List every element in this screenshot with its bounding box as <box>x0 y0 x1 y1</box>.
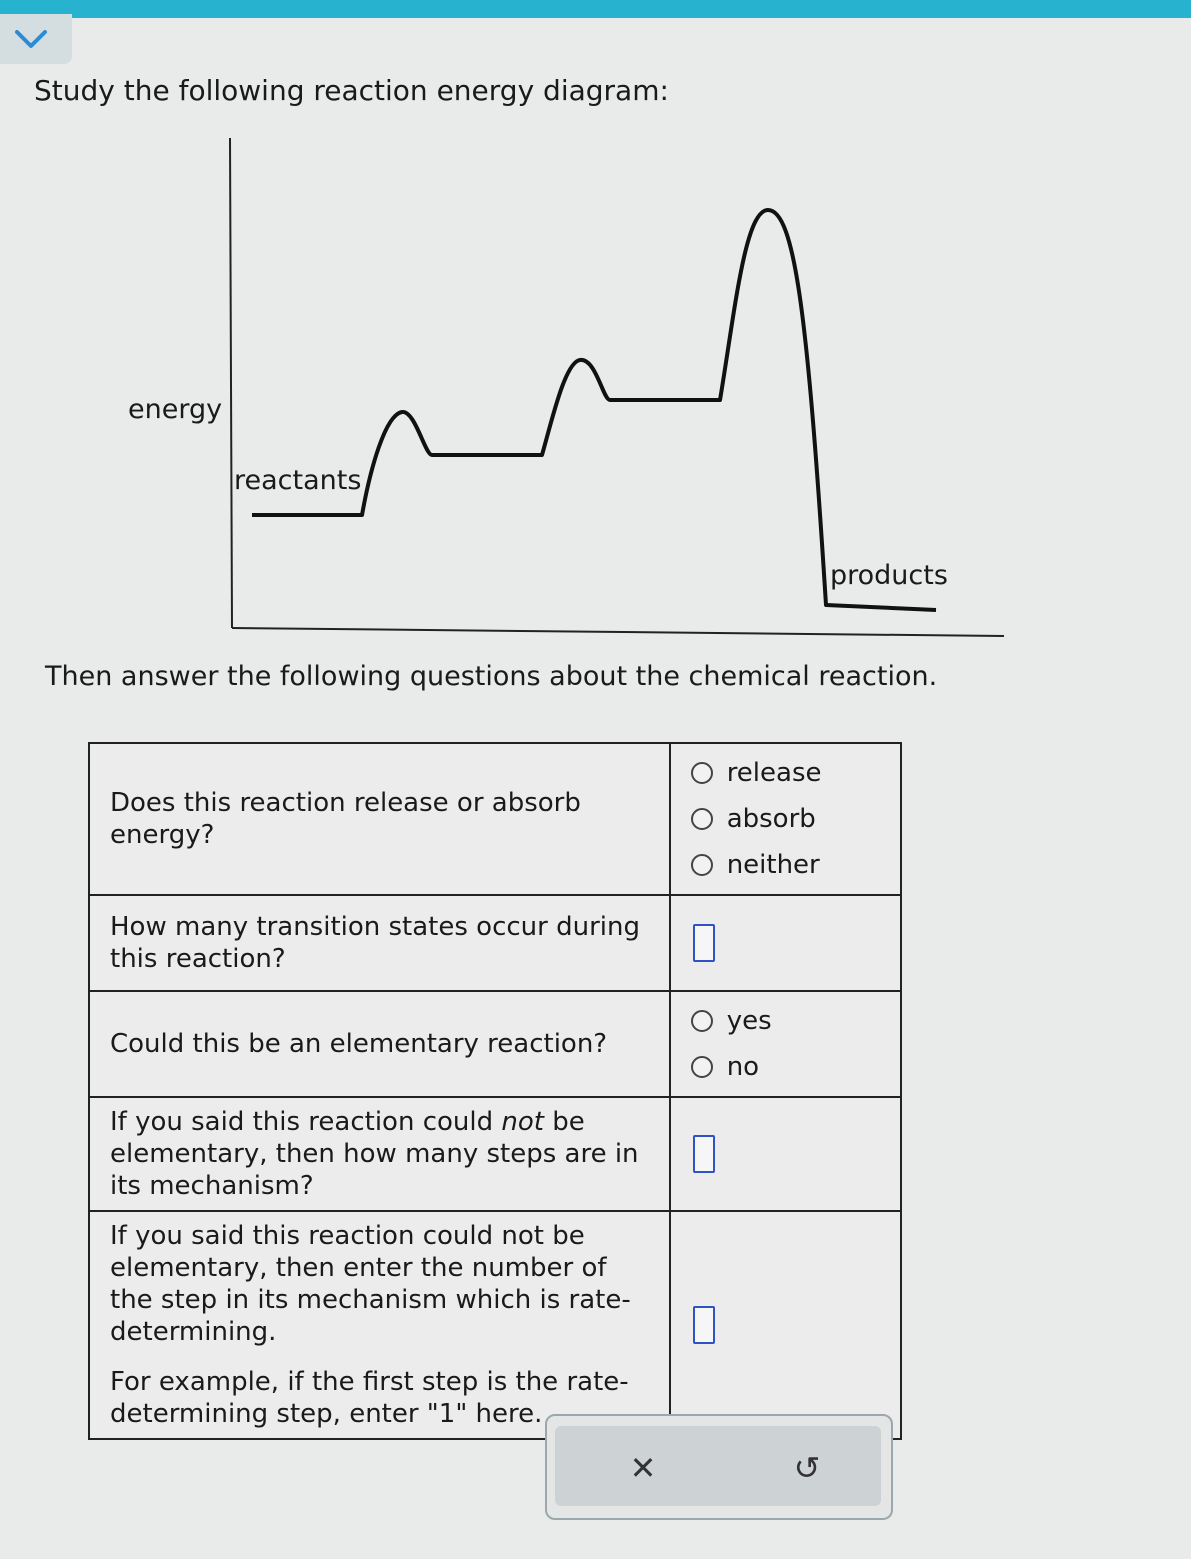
products-label: products <box>830 560 948 591</box>
question-row <box>89 743 901 895</box>
page-title: Study the following reaction energy diagram: <box>34 74 669 107</box>
question-text <box>89 1211 670 1439</box>
x-axis <box>232 628 1004 636</box>
question-text-part: If you said this reaction could <box>110 1107 502 1137</box>
option-label: no <box>726 1052 760 1082</box>
question-text: How many transition states occur during this reaction? <box>89 895 670 991</box>
action-bar-inner <box>555 1426 881 1506</box>
collapse-toggle[interactable] <box>0 14 72 64</box>
question-row <box>89 1097 901 1211</box>
option-label: yes <box>726 1006 772 1036</box>
rate-determining-step-input[interactable] <box>693 1306 715 1344</box>
transition-states-input[interactable] <box>693 924 715 962</box>
undo-button[interactable]: ↺ <box>783 1444 831 1492</box>
question-row <box>89 1211 901 1439</box>
option-release[interactable] <box>691 750 880 796</box>
answer-cell <box>670 1097 901 1211</box>
questions-table <box>88 742 902 1440</box>
option-label: release <box>726 758 822 788</box>
option-absorb[interactable] <box>691 796 880 842</box>
elementary-options <box>670 991 901 1097</box>
clear-button[interactable]: ✕ <box>619 1444 667 1492</box>
question-text-part: be elementary, then how many steps are in its mechanism? <box>110 1107 639 1201</box>
answer-cell <box>670 895 901 991</box>
question-example: For example, if the first step is the rate-determining step, enter "1" here. <box>110 1367 629 1429</box>
radio-button[interactable] <box>691 1010 713 1032</box>
instructions-text: Then answer the following questions about the chemical reaction. <box>45 661 938 692</box>
question-text: Does this reaction release or absorb energy? <box>89 743 670 895</box>
question-row <box>89 991 901 1097</box>
energy-diagram <box>0 120 1191 640</box>
radio-button[interactable] <box>691 854 713 876</box>
answer-cell <box>670 1211 901 1439</box>
energy-options <box>670 743 901 895</box>
radio-button[interactable] <box>691 808 713 830</box>
question-text: Could this be an elementary reaction? <box>89 991 670 1097</box>
option-yes[interactable] <box>691 998 880 1044</box>
y-axis <box>230 138 232 628</box>
option-neither[interactable] <box>691 842 880 888</box>
reactants-label: reactants <box>234 465 362 496</box>
top-bar <box>0 0 1191 18</box>
radio-button[interactable] <box>691 1056 713 1078</box>
action-bar <box>545 1414 893 1520</box>
chevron-down-icon <box>14 28 48 50</box>
question-emphasis: not <box>501 1107 544 1137</box>
option-label: absorb <box>726 804 816 834</box>
option-no[interactable] <box>691 1044 880 1090</box>
question-text <box>89 1097 670 1211</box>
mechanism-steps-input[interactable] <box>693 1135 715 1173</box>
option-label: neither <box>726 850 820 880</box>
radio-button[interactable] <box>691 762 713 784</box>
question-row <box>89 895 901 991</box>
question-paragraph: If you said this reaction could not be elementary, then enter the number of the step in its mechanism which is rate-determining. <box>110 1221 631 1347</box>
energy-axis-label: energy <box>128 394 223 425</box>
energy-curve <box>252 210 936 610</box>
